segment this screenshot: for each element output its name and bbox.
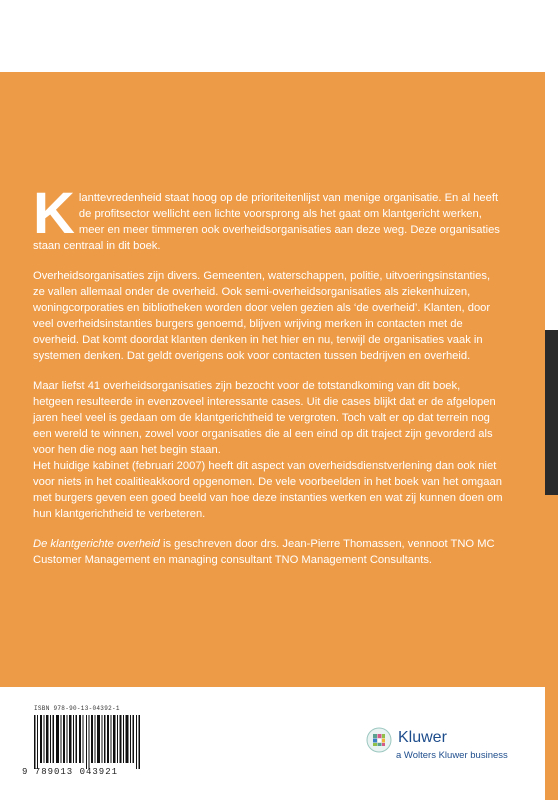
spine-dark-band	[545, 330, 558, 495]
barcode-digits: 9 789013 043921	[22, 767, 119, 777]
drop-cap: K	[33, 181, 75, 246]
publisher-name: Kluwer	[398, 729, 447, 746]
blurb-paragraph-4: Het huidige kabinet (februari 2007) heeft dit aspect van overheidsdienstverlening dan ook niet voor niets in het coalitieakkoord opgenomen. De vele voorbeelden in het boek van het omgaan met burgers geven een goed beeld van hoe deze instanties werken en wat zij kunnen doen om hun klantgerichtheid te verbeteren.	[33, 460, 503, 520]
paragraph-1-text: lanttevredenheid staat hoog op de prioriteitenlijst van menige organisatie. En al heeft de profitsector wellicht een lichte voorsprong als het gaat om klantgericht werken, meer en meer timmeren ook overheidsorganisaties aan deze weg. Deze organisaties staan centraal in dit boek.	[33, 192, 500, 252]
barcode-icon	[34, 715, 144, 769]
blurb-paragraph-2: Overheidsorganisaties zijn divers. Gemeenten, waterschappen, politie, uitvoeringsinstanties, ze vallen allemaal onder de overheid. Ook semi-overheidsorganisaties als ziekenhuizen, woningcorporaties en bibliotheken worden door velen gezien als ‘de overheid’. Klanten, door veel overheidsinstanties burgers genoemd, blijven wrijving merken in contacten met de overheid. Dat komt doordat klanten denken in het hier en nu, terwijl de organisaties vaak in systemen denken. Dat geldt overigens ook voor contacten tussen bedrijven en overheid.	[33, 270, 491, 362]
author-paragraph	[33, 536, 503, 568]
blurb-text	[33, 181, 503, 582]
kluwer-logo-icon	[366, 727, 392, 753]
publisher-tagline: a Wolters Kluwer business	[396, 750, 508, 761]
blurb-paragraph-1	[33, 181, 503, 254]
spine-orange-band	[545, 495, 558, 800]
blurb-paragraph-3: Maar liefst 41 overheidsorganisaties zijn bezocht voor de totstandkoming van dit boek, hetgeen resulteerde in evenzoveel interessante cases. Uit die cases blijkt dat er de afgelopen jaren heel veel is gedaan om de klantgerichtheid te vergroten. Toch valt er op dat terrein nog een wereld te winnen, zowel voor organisaties die al een eind op dit traject zijn gevorderd als voor hen die nog aan het begin staan.	[33, 380, 496, 456]
publisher-logo	[360, 725, 540, 775]
book-title: De klantgerichte overheid	[33, 538, 160, 550]
barcode-block	[22, 705, 142, 785]
author-text: is geschreven door drs. Jean-Pierre Thomassen, vennoot TNO MC Customer Management en managing consultant TNO Management Consultants.	[33, 538, 495, 566]
isbn-label: ISBN 978-90-13-04392-1	[34, 705, 120, 712]
